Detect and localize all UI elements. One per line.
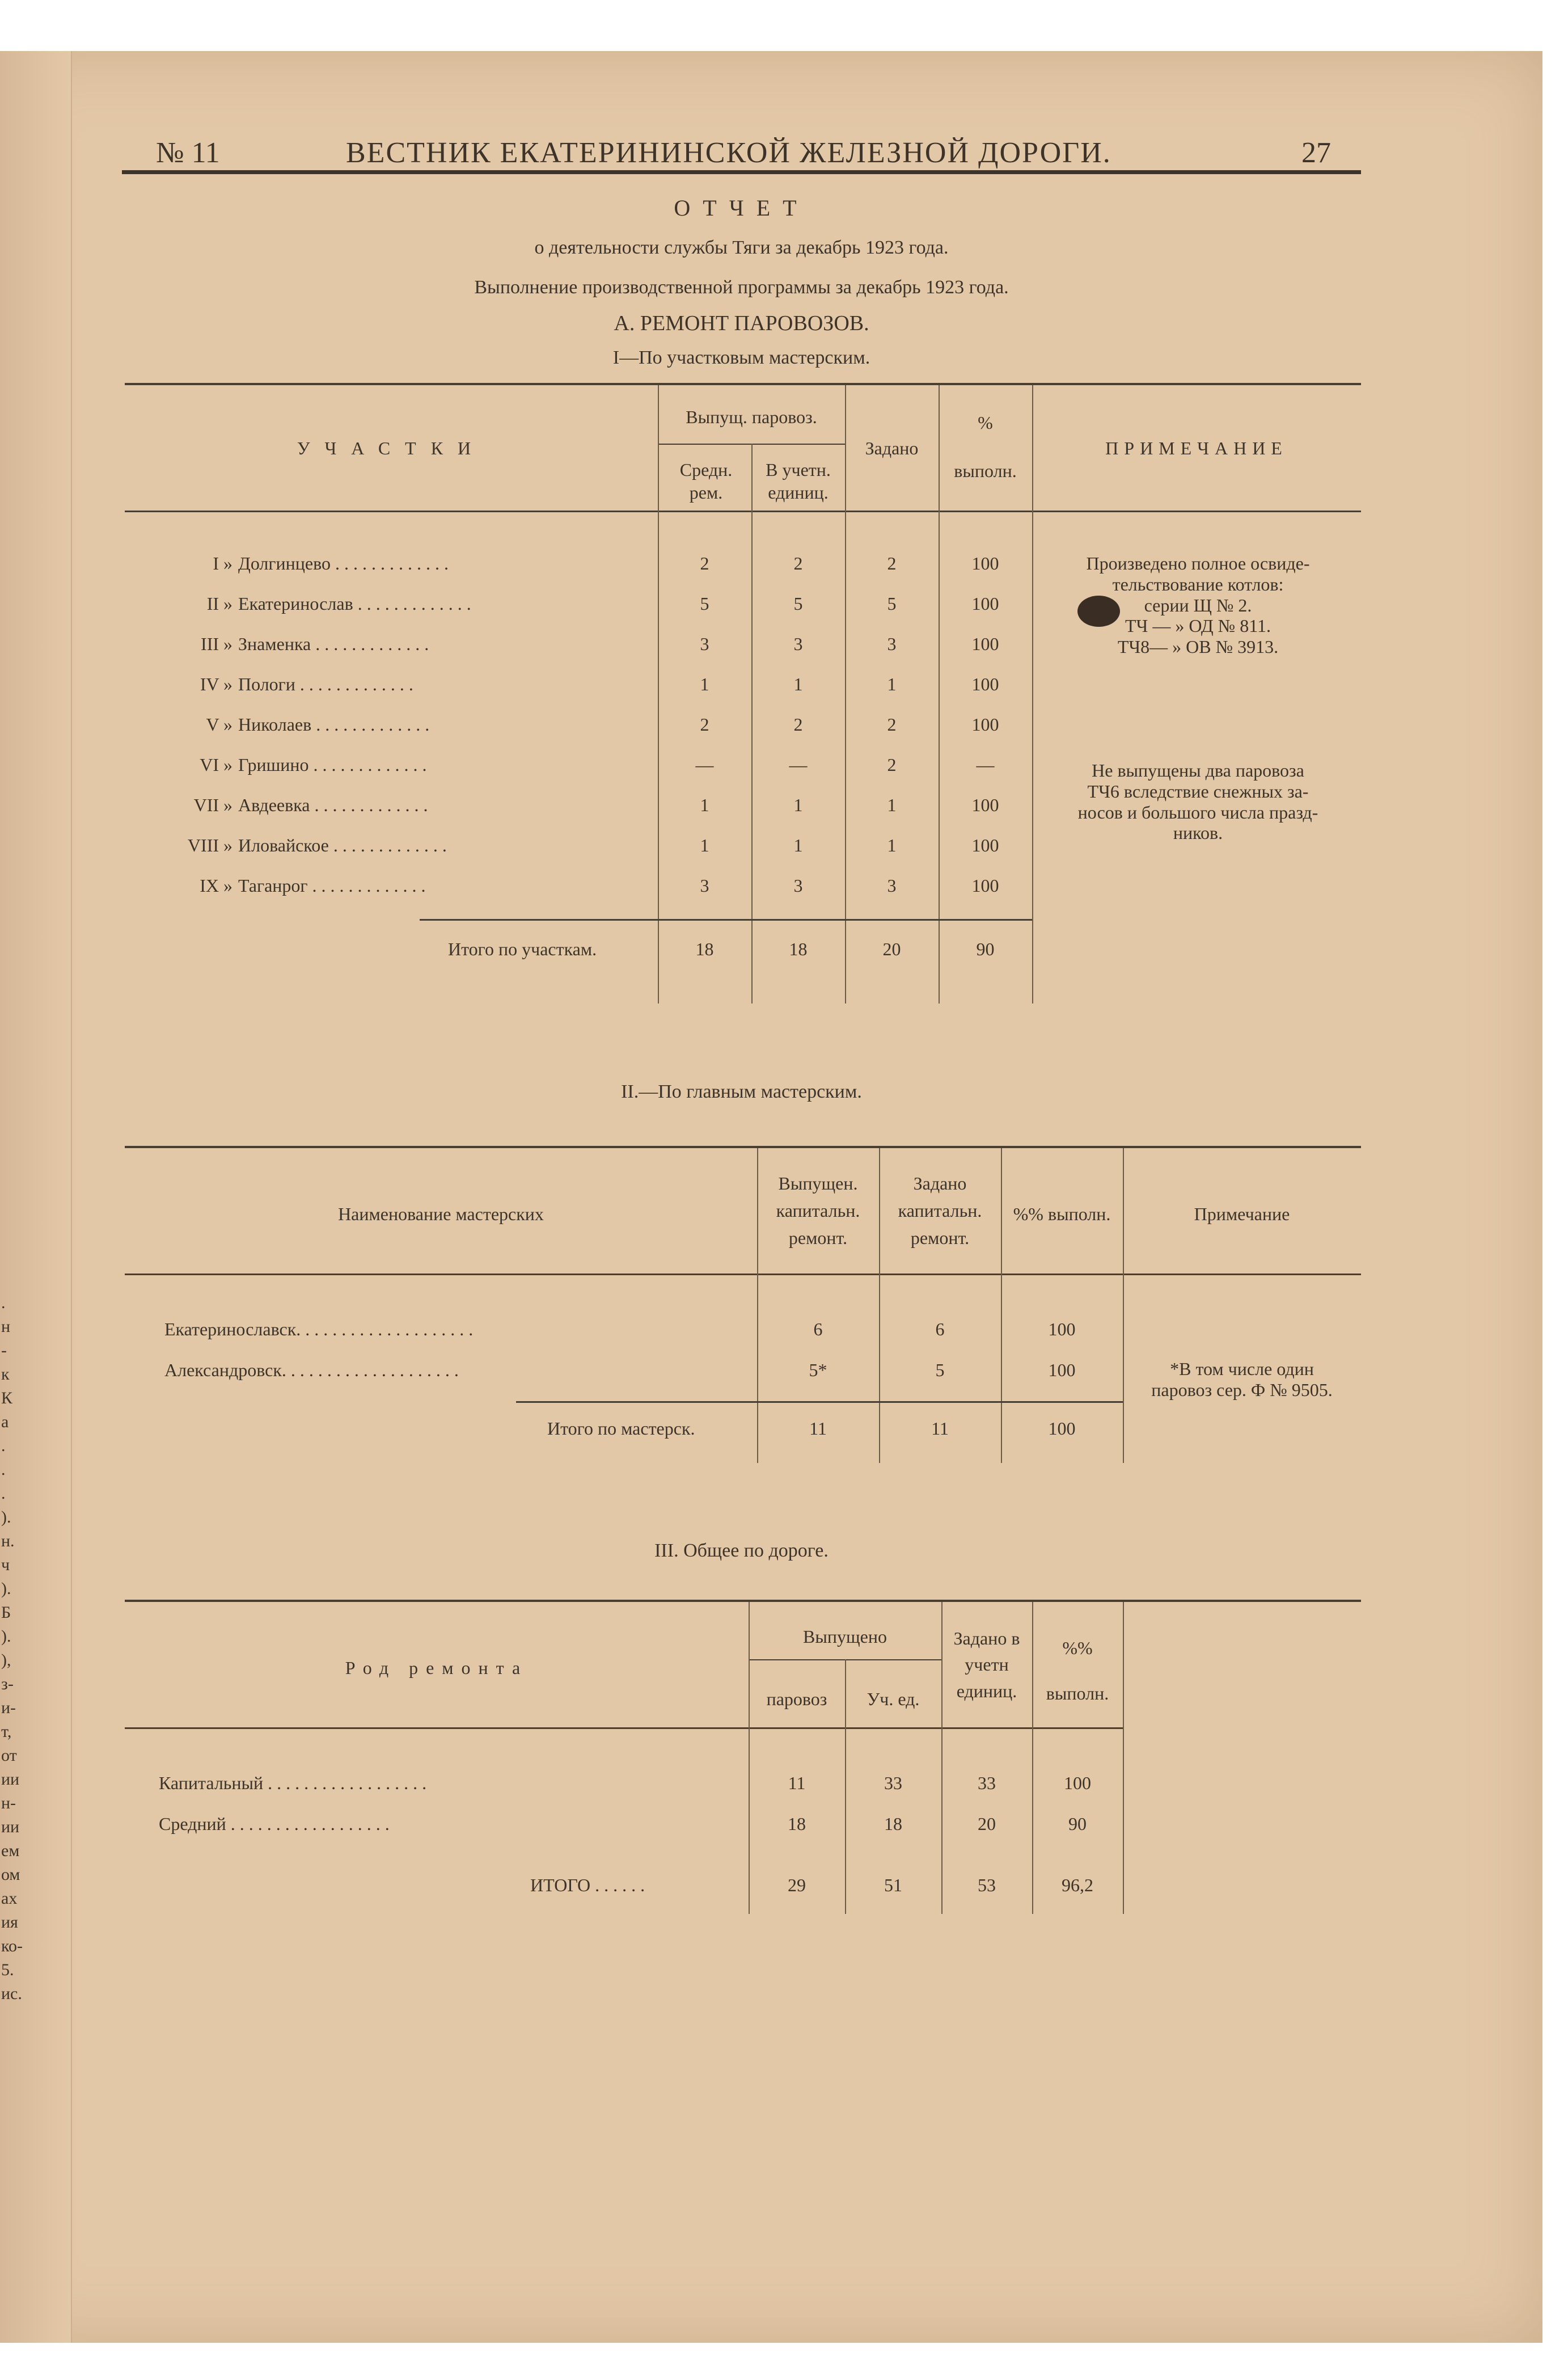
- table1-header-assigned: Задано: [865, 438, 919, 458]
- margin-fragment: н.: [1, 1532, 15, 1550]
- table1-row-avg: 1: [700, 795, 709, 815]
- note-line: ников.: [1173, 823, 1223, 844]
- note-line: *В том числе один: [1170, 1359, 1314, 1379]
- table2-header-rule: [125, 1274, 1361, 1275]
- note-line: ТЧ6 вследствие снежных за-: [1087, 781, 1309, 802]
- margin-fragment: н-: [1, 1794, 16, 1812]
- margin-fragment: ии: [1, 1818, 20, 1836]
- table2-vline: [1123, 1148, 1124, 1463]
- table1-caption: I—По участковым мастерским.: [612, 347, 870, 368]
- note-line: ТЧ8— » ОВ № 3913.: [1117, 636, 1279, 657]
- margin-fragment: .: [1, 1484, 6, 1503]
- table1-row-pct: 100: [971, 674, 999, 694]
- note-line: паровоз сер. Ф № 9505.: [1151, 1379, 1333, 1400]
- table1-row-name: Пологи . . . . . . . . . . . . .: [238, 674, 413, 694]
- table1-row-assigned: 2: [887, 553, 897, 574]
- table1-row-pct: 100: [971, 795, 999, 815]
- table2-row-name: Александровск. . . . . . . . . . . . . . . . . . . .: [164, 1360, 459, 1380]
- table1-row-pct: 100: [971, 553, 999, 574]
- margin-fragment: т,: [1, 1722, 12, 1741]
- margin-fragment: а: [1, 1412, 9, 1431]
- report-program: Выполнение производственной программы за декабрь 1923 года.: [474, 277, 1009, 298]
- margin-fragment: ия: [1, 1913, 18, 1932]
- table2-vline: [1001, 1148, 1002, 1463]
- margin-fragment: ем: [1, 1841, 20, 1860]
- table1-vline: [1032, 385, 1033, 1003]
- margin-fragment: от: [1, 1746, 17, 1765]
- table1-row-name: Екатеринослав . . . . . . . . . . . . .: [238, 593, 471, 614]
- table1-row-units: 5: [793, 593, 803, 614]
- table1-row-number: VI »: [200, 754, 233, 775]
- table1-row-units: 2: [793, 714, 803, 735]
- table1-row-avg: 3: [700, 634, 709, 654]
- note-line: серии Щ № 2.: [1144, 594, 1252, 615]
- table1-header-area: УЧАСТКИ: [297, 438, 486, 458]
- table1-row-number: VIII »: [187, 835, 233, 855]
- margin-fragment: ис.: [1, 1984, 22, 2003]
- table1-total-pct: 90: [976, 939, 995, 959]
- margin-fragment: з-: [1, 1675, 14, 1693]
- table1-row-assigned: 1: [887, 674, 897, 694]
- table1-row-name: Долгинцево . . . . . . . . . . . . .: [238, 553, 449, 574]
- margin-fragment: .: [1, 1436, 6, 1455]
- margin-fragment: ах: [1, 1889, 18, 1908]
- margin-fragment: ко-: [1, 1937, 23, 1955]
- table3-header-pct: %%: [1062, 1638, 1093, 1658]
- note-line: Произведено полное освиде-: [1086, 553, 1310, 574]
- margin-fragment: ),: [1, 1651, 11, 1669]
- table2-caption: II.—По главным мастерским.: [621, 1081, 862, 1102]
- table1-header-pct: %: [978, 412, 993, 433]
- table3-row-pct: 100: [1064, 1773, 1091, 1793]
- table3-header-locos: паровоз: [766, 1689, 827, 1709]
- table1-row-units: 2: [793, 553, 803, 574]
- table3-row-pct: 90: [1068, 1814, 1087, 1834]
- table1-top-rule: [125, 383, 1361, 385]
- table1-row-pct: 100: [971, 714, 999, 735]
- table2-header-note: Примечание: [1194, 1204, 1290, 1224]
- table2-row-released: 5*: [809, 1360, 827, 1380]
- table1-header-pct-done: выполн.: [954, 461, 1017, 481]
- table1-total-units: 18: [789, 939, 808, 959]
- margin-fragment: ).: [1, 1508, 11, 1527]
- table1-row-units: 1: [793, 674, 803, 694]
- table1-row-name: Николаев . . . . . . . . . . . . .: [238, 714, 430, 735]
- table1-row-number: IV »: [200, 674, 233, 694]
- header-rule: [122, 170, 1361, 174]
- note-line: тельствование котлов:: [1112, 574, 1284, 594]
- table1-total-rule: [420, 919, 1032, 921]
- note-line: Не выпущены два паровоза: [1092, 760, 1304, 781]
- table3-total-units: 51: [884, 1875, 902, 1895]
- table3-header-rule: [125, 1727, 1123, 1729]
- note-line: носов и большого числа празд-: [1077, 802, 1318, 823]
- margin-fragment: 5.: [1, 1960, 14, 1979]
- journal-title: ВЕСТНИК ЕКАТЕРИНИНСКОЙ ЖЕЛЕЗНОЙ ДОРОГИ.: [346, 137, 1111, 169]
- paper-hole: [1077, 596, 1120, 627]
- table3-header-assigned: Задано в учетн единиц.: [953, 1628, 1020, 1701]
- table1-row-assigned: 3: [887, 875, 897, 896]
- table1-header-rule: [125, 511, 1361, 512]
- table2-header-pct: %% выполн.: [1013, 1204, 1111, 1224]
- margin-fragment: ч: [1, 1555, 10, 1574]
- table2-header-assigned: Задано капитальн. ремонт.: [898, 1173, 982, 1248]
- table2-total-assigned: 11: [931, 1418, 949, 1439]
- section-a-title: А. РЕМОНТ ПАРОВОЗОВ.: [614, 311, 869, 335]
- report-subtitle: о деятельности службы Тяги за декабрь 1923 года.: [534, 237, 949, 258]
- table2-note: [1129, 1359, 1355, 1401]
- report-title: ОТЧЕТ: [674, 195, 809, 221]
- table3-header-type: Род ремонта: [345, 1658, 529, 1678]
- table1-row-number: V »: [206, 714, 233, 735]
- table3-vline: [749, 1602, 750, 1914]
- table3-top-rule: [125, 1600, 1361, 1602]
- table3-header-units: Уч. ед.: [867, 1689, 920, 1709]
- margin-fragment: .: [1, 1460, 6, 1479]
- table2-vline: [757, 1148, 758, 1463]
- table1-row-name: Иловайское . . . . . . . . . . . . .: [238, 835, 447, 855]
- table1-row-pct: 100: [971, 634, 999, 654]
- table1-row-avg: 2: [700, 553, 709, 574]
- table1-row-assigned: 3: [887, 634, 897, 654]
- table2-total-pct: 100: [1048, 1418, 1076, 1439]
- margin-fragment: Б: [1, 1603, 11, 1622]
- table1-header-units: В учетн. единиц.: [766, 459, 831, 503]
- note-line: ТЧ — » ОД № 811.: [1125, 615, 1271, 636]
- table1-row-avg: 1: [700, 835, 709, 855]
- table2-top-rule: [125, 1146, 1361, 1148]
- table3-header-released: Выпущено: [803, 1626, 887, 1647]
- table3-row-units: 33: [884, 1773, 902, 1793]
- table1-row-name: Авдеевка . . . . . . . . . . . . .: [238, 795, 428, 815]
- table1-row-number: II »: [206, 593, 233, 614]
- table3-total-locos: 29: [788, 1875, 806, 1895]
- table1-row-number: III »: [201, 634, 233, 654]
- table2-total-label: Итого по мастерск.: [547, 1418, 695, 1439]
- margin-fragment: .: [1, 1293, 6, 1312]
- margin-fragment: К: [1, 1389, 13, 1407]
- table1-row-pct: —: [976, 754, 995, 775]
- table1-row-units: 1: [793, 835, 803, 855]
- table1-row-name: Гришино . . . . . . . . . . . . .: [238, 754, 427, 775]
- table2-row-released: 6: [813, 1319, 823, 1339]
- table1-row-number: I »: [213, 553, 233, 574]
- table1-header-note: ПРИМЕЧАНИЕ: [1105, 438, 1288, 458]
- table2-row-assigned: 5: [935, 1360, 945, 1380]
- table3-total-pct: 96,2: [1062, 1875, 1093, 1895]
- table3-row-locos: 18: [788, 1814, 806, 1834]
- page-number: 27: [1301, 137, 1331, 169]
- table1-row-units: —: [789, 754, 808, 775]
- table1-row-units: 3: [793, 875, 803, 896]
- margin-fragment: и-: [1, 1698, 16, 1717]
- table3-total-label: ИТОГО . . . . . .: [530, 1875, 645, 1895]
- table1-row-avg: 2: [700, 714, 709, 735]
- table1-row-number: IX »: [200, 875, 233, 896]
- table1-row-avg: 5: [700, 593, 709, 614]
- table3-total-label-text: ИТОГО: [530, 1875, 591, 1895]
- table2-row-pct: 100: [1048, 1319, 1076, 1339]
- table2-row-assigned: 6: [935, 1319, 945, 1339]
- table2-total-released: 11: [809, 1418, 827, 1439]
- table1-row-name: Знаменка . . . . . . . . . . . . .: [238, 634, 429, 654]
- table1-row-assigned: 5: [887, 593, 897, 614]
- issue-number: № 11: [156, 137, 220, 169]
- table1-row-assigned: 1: [887, 795, 897, 815]
- table3-row-assigned: 20: [978, 1814, 996, 1834]
- margin-fragment: н: [1, 1317, 11, 1336]
- table1-row-avg: —: [695, 754, 714, 775]
- table3-total-assigned: 53: [978, 1875, 996, 1895]
- table1-row-units: 3: [793, 634, 803, 654]
- table3-header-pct-done: выполн.: [1046, 1683, 1109, 1703]
- table3-caption: III. Общее по дороге.: [654, 1540, 829, 1561]
- table1-row-number: VII »: [193, 795, 233, 815]
- table1-row-assigned: 2: [887, 714, 897, 735]
- margin-fragment: ).: [1, 1579, 11, 1598]
- table1-row-pct: 100: [971, 835, 999, 855]
- table1-row-avg: 3: [700, 875, 709, 896]
- table1-row-units: 1: [793, 795, 803, 815]
- table3-row-name: Капитальный . . . . . . . . . . . . . . . . . .: [159, 1773, 427, 1793]
- table3-vline: [1123, 1602, 1124, 1914]
- table2-row-pct: 100: [1048, 1360, 1076, 1380]
- table1-total-label: Итого по участкам.: [448, 939, 597, 959]
- table1-total-avg: 18: [695, 939, 714, 959]
- table1-total-assigned: 20: [882, 939, 901, 959]
- margin-fragment: ).: [1, 1627, 11, 1646]
- table2-row-name: Екатеринославск. . . . . . . . . . . . . . . . . . . .: [164, 1319, 474, 1339]
- table1-header-avg: Средн. рем.: [679, 459, 733, 503]
- table2-total-rule: [516, 1401, 1123, 1403]
- table1-note-not-released: [1041, 760, 1355, 844]
- table1-row-name: Таганрог . . . . . . . . . . . . .: [238, 875, 426, 896]
- table3-row-name: Средний . . . . . . . . . . . . . . . . . .: [159, 1814, 390, 1834]
- table1-header-released: Выпущ. паровоз.: [686, 407, 817, 427]
- margin-fragment: -: [1, 1341, 7, 1360]
- table1-row-pct: 100: [971, 593, 999, 614]
- table1-row-avg: 1: [700, 674, 709, 694]
- table2-header-released: Выпущен. капитальн. ремонт.: [776, 1173, 860, 1248]
- table1-row-assigned: 1: [887, 835, 897, 855]
- margin-fragment: ии: [1, 1770, 20, 1789]
- margin-fragment: к: [1, 1365, 10, 1384]
- table3-row-assigned: 33: [978, 1773, 996, 1793]
- table1-row-pct: 100: [971, 875, 999, 896]
- table1-row-assigned: 2: [887, 754, 897, 775]
- table2-header-name: Наименование мастерских: [338, 1204, 544, 1224]
- table3-row-locos: 11: [788, 1773, 806, 1793]
- table2-vline: [879, 1148, 880, 1463]
- margin-fragment: ом: [1, 1865, 20, 1884]
- table3-row-units: 18: [884, 1814, 902, 1834]
